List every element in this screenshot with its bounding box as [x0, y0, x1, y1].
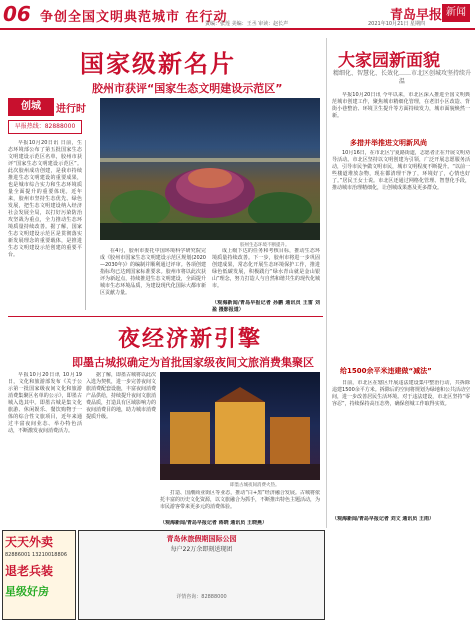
- second-article-col3: 打造、国潮商业街区等业态，推动“白+黑”经济融合发展。古城将依托丰富的历史文化资源，以文旅融合为抓手，不断推出特色主题活动，为市民游客带来更多元的消费体验。: [160, 490, 320, 510]
- second-photo-art: [160, 372, 320, 480]
- ad-left-bottom: 星级好房: [5, 585, 49, 598]
- second-photo-caption: 即墨古城夜间消费火热。: [230, 483, 280, 488]
- brand-logo: 青岛早报: [390, 8, 443, 23]
- column-badge-block: [8, 98, 98, 132]
- page-number: 06: [3, 2, 31, 26]
- second-headline: 夜经济新引擎: [118, 327, 263, 352]
- second-subheadline: 即墨古城拟确定为首批国家级夜间文旅消费集聚区: [72, 356, 314, 369]
- main-article-col1: 早报10月20日讯 日前，生态环境部公布了第五批国家生态文明建设示范区名单，胶州市获评“国家生态文明建设示范区”。此次胶州成功创建，是我市持续推进生态文明建设的重要成果，也是城市综合实力和生态环境质量全面提升的重要体现。近年来，胶州市坚持生态优先、绿色发展，把生态文明建设纳入经济社会发展全局，以打好污染防治攻坚战为重点，全力推动生态环境质量持续改善。据了解，国家生态文明建设示范区是贯彻落实新发展理念的重要载体，是推进生态文明建设示范创建的重要平台。: [8, 140, 82, 258]
- right-subhead-2: 给1500余平米违建做“减法”: [340, 367, 432, 375]
- right-subheadline: 精细化、智慧化、长效化……市北区创城攻坚持续升温: [332, 70, 471, 85]
- ad-center-title: 青岛休旅假期国际公园: [166, 535, 237, 543]
- main-photo: [100, 98, 320, 240]
- section-title: 争创全国文明典范城市 在行动: [40, 10, 228, 25]
- ad-left-title: 天天外卖: [5, 535, 54, 549]
- main-subheadline: 胶州市获评“国家生态文明建设示范区”: [92, 82, 283, 95]
- right-headline: 大家园新面貌: [338, 51, 440, 71]
- main-photo-art: [100, 98, 320, 240]
- hotline: 早报热线：82888000: [8, 120, 82, 134]
- section-divider: [8, 316, 323, 317]
- column-rule: [85, 140, 86, 310]
- main-byline: （观海新闻/青岛早报记者 孙鹏 通讯员 王雷 刘盈 摄影报道）: [212, 300, 320, 312]
- ad-left: [2, 530, 76, 620]
- second-byline: （观海新闻/青岛早报记者 蒋晓 通讯员 王晓燕）: [160, 520, 268, 526]
- second-article-col2: 据了解，即墨古城将以此次入选为契机，进一步完善夜间文旅消费配套设施，丰富夜间消费产品供给，持续提升夜间文旅消费品质，打造具有区域影响力的夜间消费目的地，助力城市消费提质升级。: [86, 372, 156, 420]
- right-article-2: 10月16日，在市北区宁夏路街道，志愿者正在开展文明劝导活动。市北区坚持以文明创建为引领，广泛开展志愿服务活动，引导市民争做文明市民，城市文明程度不断提升。“以前一些楼道堆放杂物，现在都清理干净了，环境好了，心情也好了。”居民王女士说。市北区还通过网格化管理、智慧化手段，推动城市治理精细化，让创城成果惠及更多群众。: [332, 150, 470, 191]
- right-rule: [326, 38, 327, 528]
- ad-center: [78, 530, 325, 620]
- second-article-col1: 早报10月20日讯 10月19日，文化和旅游部发布《关于公示第一批国家级夜间文化和旅游消费集聚区名单的公示》，即墨古城入选其中。即墨古城是集文化旅游、休闲娱乐、餐饮购物于一体的综合性文旅项目，近年来通过丰富夜间业态、举办特色活动，不断激发夜间消费活力。: [8, 372, 82, 434]
- brand-suffix: 新闻: [442, 4, 470, 22]
- right-subhead-1: 多措并举推进文明新风尚: [350, 139, 427, 147]
- ad-left-mid: 退老兵装: [5, 564, 54, 578]
- second-photo: [160, 372, 320, 480]
- right-byline: （观海新闻/青岛早报记者 刘文 通讯员 王雨）: [332, 516, 435, 522]
- right-article-1: 早报10月20日讯 今年以来，市北区深入推进全国文明典范城市创建工作，聚焦城市精细化管理，在老旧小区改造、背街小巷整治、环境卫生提升等方面持续发力，城市面貌焕然一新。: [332, 92, 470, 119]
- ad-center-note: 详情咨询：82888000: [176, 594, 227, 600]
- main-article-col3: 成上级下达的任务和考核目标，推动生态环境质量持续改善。下一步，胶州市将进一步巩固创建成果，常态化开展生态环境保护工作，推进绿色低碳发展，积极践行“绿水青山就是金山银山”理念，努力打造人与自然和谐共生的现代化城市。: [212, 248, 320, 289]
- main-headline: 国家级新名片: [80, 50, 236, 78]
- column-badge-sub: 进行时: [56, 104, 86, 115]
- ad-center-sub: 每户22万余即刻送现团: [170, 546, 233, 553]
- issue-date: 2021年10月21日 星期四: [368, 21, 426, 27]
- column-badge: 创城: [8, 98, 54, 116]
- main-photo-caption: 胶州生态环境不断提升。: [240, 243, 290, 248]
- main-article-col2: 在4月，胶州市委托中国环境科学研究院完成《胶州市国家生态文明建设示范区规划(2020—2030年)》的编制并顺利通过评审。各项创建指标均已达到国家标准要求。胶州市将以此次获评为新起点，持续推进生态文明建设，全面提升城市生态环境品质，为建设现代化国际大都市新区贡献力量。: [100, 248, 206, 296]
- ad-left-phone: 82886001 13210018806: [5, 552, 68, 558]
- right-article-3: 日前，市北区在辖区开展违法建设集中整治行动，共拆除违建1500余平方米。拆除后的空间将规划为绿地和公共活动空间，进一步改善居民生活环境。对于违法建设，市北区坚持“零容忍”，持续保持高压态势，确保创城工作取得实效。: [332, 380, 470, 407]
- editors-line: 责编：张莲 美编：王丞 审读：赵长声: [205, 21, 289, 27]
